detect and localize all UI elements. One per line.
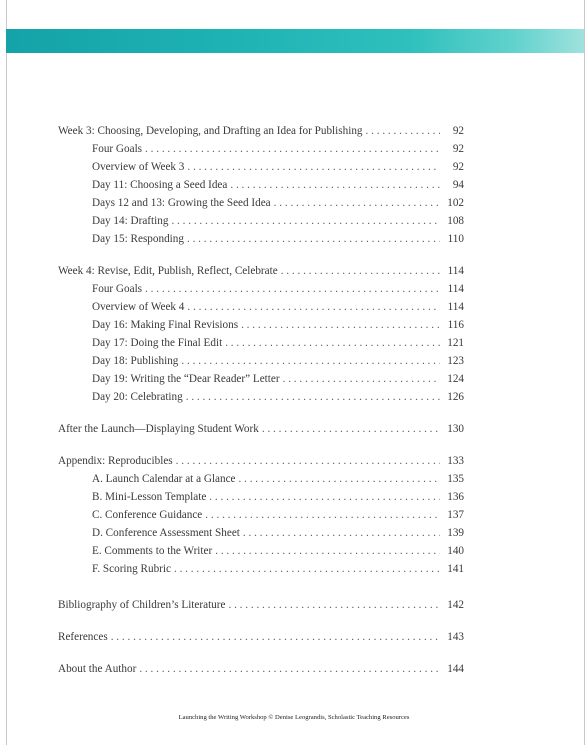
- toc-entry: [92, 509, 464, 525]
- toc-entry-title: Day 18: Publishing: [92, 355, 179, 367]
- toc-page-number: 92: [452, 161, 464, 173]
- toc-entry-title: E. Comments to the Writer: [92, 545, 213, 557]
- toc-page-number: 121: [447, 337, 464, 349]
- toc-entry-title: A. Launch Calendar at a Glance: [92, 473, 236, 485]
- toc-dot-leader: [174, 563, 440, 575]
- toc-dot-leader: [262, 423, 440, 435]
- toc-dot-leader: [111, 631, 440, 643]
- toc-dot-leader: [225, 337, 440, 349]
- toc-dot-leader: [281, 265, 440, 277]
- toc-entry: [92, 545, 464, 561]
- toc-entry: [58, 125, 464, 141]
- toc-page-number: 114: [447, 301, 464, 313]
- toc-dot-leader: [181, 355, 440, 367]
- toc-entry: [92, 391, 464, 407]
- toc-dot-leader: [230, 179, 440, 191]
- toc-page-number: 139: [447, 527, 464, 539]
- toc-page-number: 140: [447, 545, 464, 557]
- toc-dot-leader: [243, 527, 440, 539]
- toc-entry-title: Days 12 and 13: Growing the Seed Idea: [92, 197, 271, 209]
- toc-entry-title: Day 15: Responding: [92, 233, 184, 245]
- toc-dot-leader: [187, 233, 440, 245]
- toc-dot-leader: [209, 491, 440, 503]
- page-border-right: [584, 0, 585, 745]
- toc-entry-title: F. Scoring Rubric: [92, 563, 171, 575]
- header-color-band: [6, 29, 584, 53]
- toc-page-number: 110: [447, 233, 464, 245]
- toc-entry: [92, 161, 464, 177]
- toc-dot-leader: [171, 215, 440, 227]
- toc-entry-title: Day 14: Drafting: [92, 215, 169, 227]
- toc-dot-leader: [145, 283, 440, 295]
- toc-entry-title: Day 17: Doing the Final Edit: [92, 337, 223, 349]
- toc-page-number: 130: [447, 423, 464, 435]
- toc-entry-title: D. Conference Assessment Sheet: [92, 527, 240, 539]
- toc-dot-leader: [145, 143, 440, 155]
- toc-dot-leader: [187, 301, 440, 313]
- toc-entry-title: Day 16: Making Final Revisions: [92, 319, 239, 331]
- toc-page-number: 114: [447, 283, 464, 295]
- toc-dot-leader: [139, 663, 440, 675]
- toc-entry-title: Overview of Week 4: [92, 301, 185, 313]
- toc-page-number: 94: [452, 179, 464, 191]
- toc-dot-leader: [176, 455, 440, 467]
- toc-dot-leader: [187, 161, 440, 173]
- toc-page-number: 92: [452, 143, 464, 155]
- toc-page-number: 143: [447, 631, 464, 643]
- toc-dot-leader: [366, 125, 440, 137]
- toc-entry: [58, 423, 464, 439]
- toc-entry-title: Four Goals: [92, 283, 143, 295]
- toc-entry: [92, 355, 464, 371]
- toc-entry: [92, 373, 464, 389]
- toc-page-number: 114: [447, 265, 464, 277]
- toc-page-number: 133: [447, 455, 464, 467]
- toc-entry: [58, 265, 464, 281]
- toc-entry: [92, 563, 464, 579]
- toc-entry-title: Four Goals: [92, 143, 143, 155]
- toc-dot-leader: [239, 473, 440, 485]
- toc-page-number: 123: [447, 355, 464, 367]
- toc-entry: [92, 179, 464, 195]
- toc-entry: [92, 337, 464, 353]
- toc-page-number: 116: [447, 319, 464, 331]
- toc-dot-leader: [186, 391, 440, 403]
- toc-entry-title: Day 11: Choosing a Seed Idea: [92, 179, 228, 191]
- toc-entry-title: Appendix: Reproducibles: [58, 455, 173, 467]
- toc-entry: [92, 143, 464, 159]
- toc-entry-title: Overview of Week 3: [92, 161, 185, 173]
- toc-dot-leader: [274, 197, 440, 209]
- toc-entry-title: Day 19: Writing the “Dear Reader” Letter: [92, 373, 280, 385]
- toc-entry: [58, 599, 464, 615]
- toc-entry-title: Day 20: Celebrating: [92, 391, 183, 403]
- toc-page-number: 142: [447, 599, 464, 611]
- toc-page-number: 136: [447, 491, 464, 503]
- toc-entry-title: Week 4: Revise, Edit, Publish, Reflect, Celebrate: [58, 265, 278, 277]
- toc-entry-title: References: [58, 631, 108, 643]
- toc-dot-leader: [283, 373, 440, 385]
- page-footer: Launching the Writing Workshop © Denise Leograndis, Scholastic Teaching Resources: [178, 714, 410, 721]
- toc-entry: [92, 283, 464, 299]
- toc-entry-title: C. Conference Guidance: [92, 509, 203, 521]
- toc-entry: [92, 197, 464, 213]
- toc-entry-title: About the Author: [58, 663, 137, 675]
- toc-page-number: 126: [447, 391, 464, 403]
- toc-page-number: 108: [447, 215, 464, 227]
- toc-entry-title: Bibliography of Children’s Literature: [58, 599, 226, 611]
- toc-entry: [92, 301, 464, 317]
- toc-entry: [58, 455, 464, 471]
- toc-dot-leader: [228, 599, 440, 611]
- toc-entry-title: Week 3: Choosing, Developing, and Drafting an Idea for Publishing: [58, 125, 363, 137]
- toc-entry: [58, 663, 464, 679]
- toc-page-number: 137: [447, 509, 464, 521]
- toc-entry: [92, 319, 464, 335]
- toc-entry: [92, 527, 464, 543]
- toc-page-number: 102: [447, 197, 464, 209]
- toc-dot-leader: [215, 545, 440, 557]
- toc-entry-title: B. Mini-Lesson Template: [92, 491, 207, 503]
- toc-entry: [92, 473, 464, 489]
- toc-entry-title: After the Launch—Displaying Student Work: [58, 423, 259, 435]
- toc-page-number: 144: [447, 663, 464, 675]
- page-border-left: [6, 0, 7, 745]
- toc-page-number: 124: [447, 373, 464, 385]
- toc-entry: [58, 631, 464, 647]
- toc-entry: [92, 215, 464, 231]
- toc-entry: [92, 491, 464, 507]
- toc-page-number: 141: [447, 563, 464, 575]
- toc-page-number: 92: [452, 125, 464, 137]
- toc-dot-leader: [241, 319, 440, 331]
- toc-page-number: 135: [447, 473, 464, 485]
- toc-dot-leader: [205, 509, 440, 521]
- toc-entry: [92, 233, 464, 249]
